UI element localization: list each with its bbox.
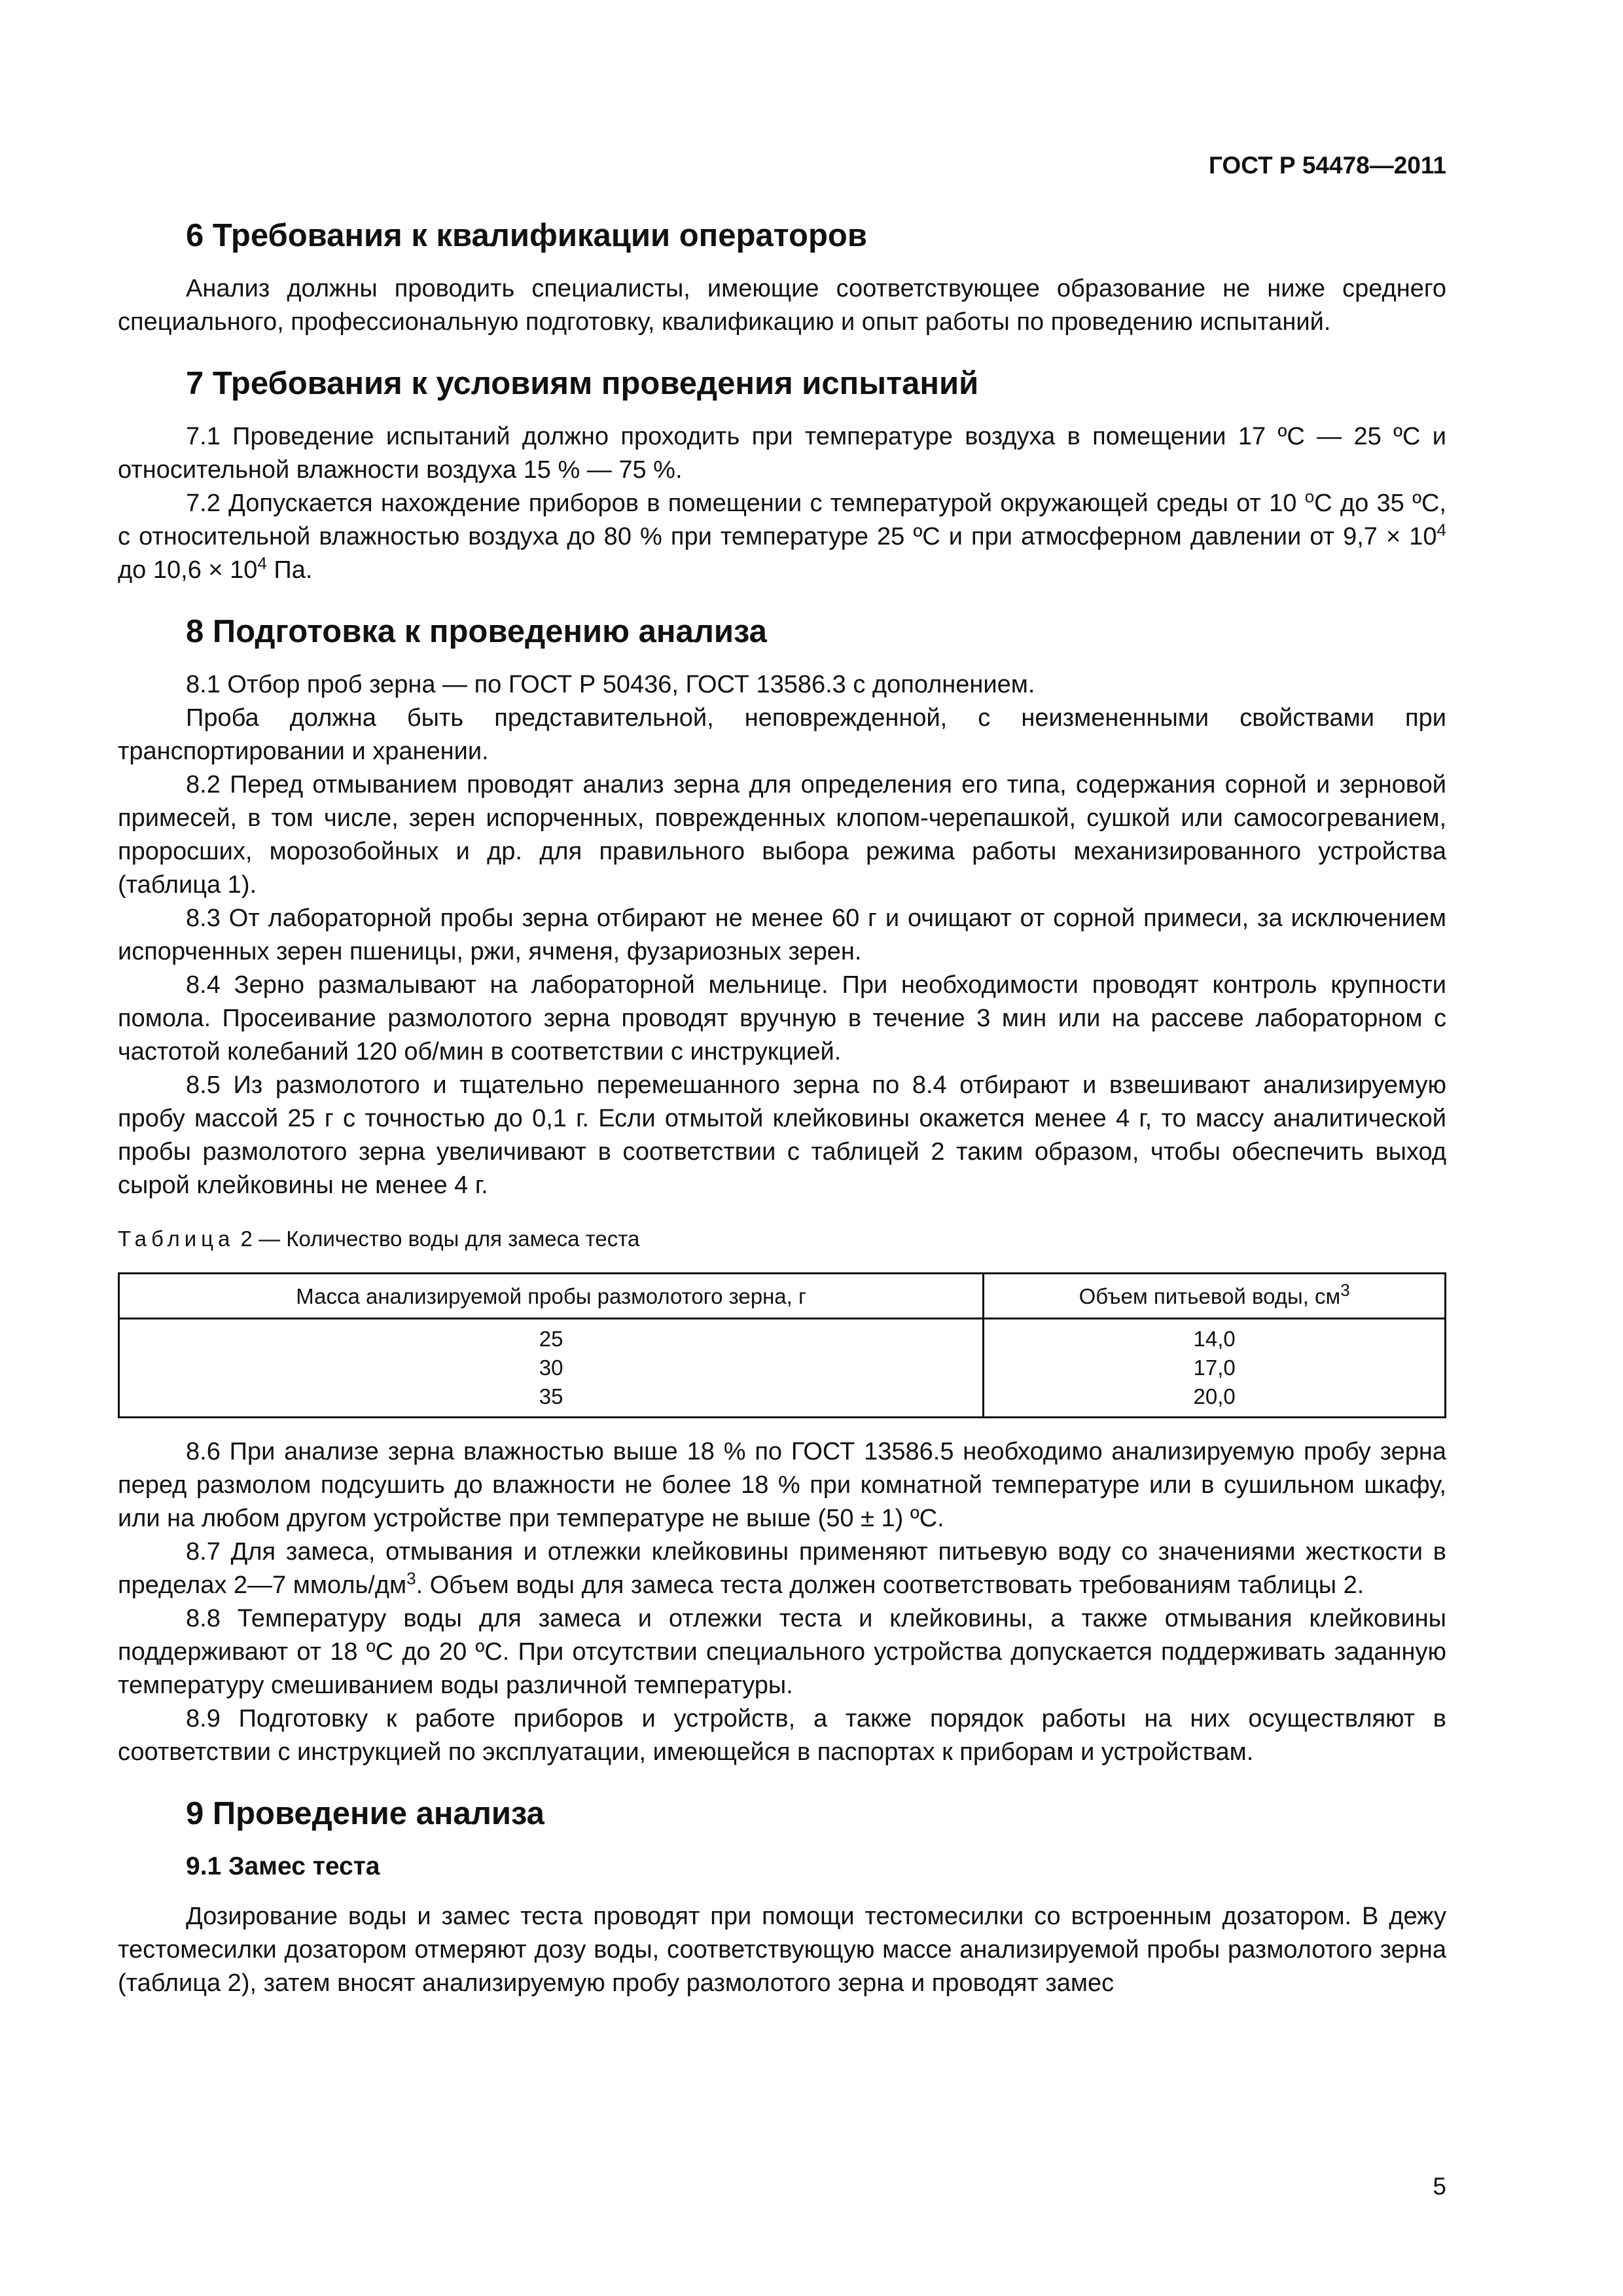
text-run: 7.2 Допускается нахождение приборов в помещении с температурой окружающей среды от 10: [186, 490, 1305, 517]
paragraph-8-9: 8.9 Подготовку к работе приборов и устройств, а также порядок работы на них осуществляют в соответствии с инструкцией по эксплуатации, имеющейся в паспортах к приборам и устройствам.: [118, 1705, 1446, 1766]
spacer: [118, 1883, 1446, 1900]
paragraph-8-6: 8.6 При анализе зерна влажностью выше 18 % по ГОСТ 13586.5 необходимо анализируемую пробу зерна перед размолом подсушить до влажности не более 18 % при комнатной температуре или в сушильном шкафу, или на любом другом устройстве при температуре не выше (50 ± 1) ºС.: [118, 1438, 1446, 1532]
paragraph-8-1-note: Проба должна быть представительной, неповрежденной, с неизмененными свойствами при транспортировании и хранении.: [118, 704, 1446, 765]
spacer: [118, 1769, 1446, 1794]
superscript: 3: [406, 1568, 416, 1588]
paragraph-8-5: 8.5 Из размолотого и тщательно перемешанного зерна по 8.4 отбирают и взвешивают анализируемую пробу массой 25 г с точностью до 0,1 г. Если отмытой клейковины окажется менее 4 г, то массу аналитической пробы размолотого зерна увеличивают в соответствии с таблицей 2 таким образом, чтобы обеспечить выход сырой клейковины не менее 4 г.: [118, 1071, 1446, 1199]
superscript: о: [1304, 486, 1315, 507]
paragraph-7-1: 7.1 Проведение испытаний должно проходить при температуре воздуха в помещении 17 ºС — 25 ºС и относительной влажности воздуха 15 % — 75 %.: [118, 423, 1446, 484]
superscript: 4: [257, 553, 267, 573]
text-run: до 10,6 × 10: [118, 556, 258, 584]
paragraph-7-2: [118, 487, 1446, 587]
table-caption-label: Таблица: [118, 1227, 235, 1251]
superscript: 3: [1340, 1280, 1350, 1300]
table-row: [119, 1354, 1446, 1382]
paragraph-8-3: 8.3 От лабораторной пробы зерна отбирают не менее 60 г и очищают от сорной примеси, за исключением испорченных зерен пшеницы, ржи, ячменя, фузариозных зерен.: [118, 905, 1446, 965]
section-6-paragraph: Анализ должны проводить специалисты, имеющие соответствующее образование не ниже среднего специального, профессиональную подготовку, квалификацию и опыт работы по проведению испытаний.: [118, 275, 1446, 336]
cell-water: 14,0: [984, 1319, 1446, 1354]
text-run: 8.7 Для замеса, отмывания и отлежки клейковины применяют питьевую воду со значениями жесткости в пределах 2—7 ммоль/дм: [118, 1538, 1446, 1599]
section-6-title: 6 Требования к квалификации операторов: [186, 218, 867, 253]
text-run: Па.: [266, 556, 313, 584]
cell-mass: 35: [119, 1382, 984, 1418]
document-header: ГОСТ Р 54478—2011: [1208, 152, 1446, 179]
spacer: [118, 255, 1446, 272]
table-caption-text: 2 — Количество воды для замеса теста: [234, 1227, 640, 1251]
water-quantity-table: [118, 1272, 1446, 1418]
paragraph-8-2: 8.2 Перед отмыванием проводят анализ зерна для определения его типа, содержания сорной и зерновой примесей, в том числе, зерен испорченных, поврежденных клопом-черепашкой, сушкой или самосогреванием, проросших, морозобойных и др. для правильного выбора режима работы механизированного устройства (таблица 1).: [118, 771, 1446, 899]
text-run: . Объем воды для замеса теста должен соответствовать требованиям таблицы 2.: [416, 1571, 1364, 1599]
table-caption: [118, 1222, 1446, 1255]
spacer: [118, 651, 1446, 668]
column-header-mass: Масса анализируемой пробы размолотого зерна, г: [119, 1274, 984, 1319]
column-header-water-label: Объем питьевой воды, см: [1079, 1283, 1341, 1308]
spacer: [118, 587, 1446, 612]
cell-mass: 30: [119, 1354, 984, 1382]
cell-water: 20,0: [984, 1382, 1446, 1418]
paragraph-8-8: 8.8 Температуру воды для замеса и отлежки теста и клейковины, а также отмывания клейковины поддерживают от 18 ºС до 20 ºС. При отсутствии специального устройства допускается поддерживать заданную температуру смешиванием воды различной температуры.: [118, 1605, 1446, 1699]
section-7-title: 7 Требования к условиям проведения испытаний: [186, 366, 979, 401]
cell-water: 17,0: [984, 1354, 1446, 1382]
document-body: [118, 216, 1446, 2000]
text-run: С до 35 ºС, с относительной влажностью воздуха до 80 % при температуре 25 ºС и при атмосферном давлении от 9,7 × 10: [118, 490, 1446, 550]
spacer: [118, 1833, 1446, 1850]
table-row: [119, 1382, 1446, 1418]
paragraph-8-7: [118, 1535, 1446, 1602]
spacer: [118, 339, 1446, 364]
table-row: [119, 1319, 1446, 1354]
paragraph-8-1: 8.1 Отбор проб зерна — по ГОСТ Р 50436, ГОСТ 13586.3 с дополнением.: [186, 671, 1035, 698]
superscript: 4: [1436, 520, 1446, 540]
section-8-title: 8 Подготовка к проведению анализа: [186, 614, 767, 649]
spacer: [118, 403, 1446, 420]
column-header-water: [984, 1274, 1446, 1319]
spacer: [118, 1418, 1446, 1435]
paragraph-8-4: 8.4 Зерно размалывают на лабораторной мельнице. При необходимости проводят контроль крупности помола. Просеивание размолотого зерна проводят вручную в течение 3 мин или на рассеве лабораторном с частотой колебаний 120 об/мин в соответствии с инструкцией.: [118, 971, 1446, 1066]
subsection-9-1-title: 9.1 Замес теста: [186, 1852, 380, 1880]
paragraph-9-1: Дозирование воды и замес теста проводят при помощи тестомесилки со встроенным дозатором. В дежу тестомесилки дозатором отмеряют дозу воды, соответствующую массе анализируемой пробы размолотого зерна (таблица 2), затем вносят анализируемую пробу размолотого зерна и проводят замес: [118, 1903, 1446, 1997]
table-header-row: [119, 1274, 1446, 1319]
section-9-title: 9 Проведение анализа: [186, 1796, 544, 1831]
page-number: 5: [1433, 2173, 1446, 2200]
cell-mass: 25: [119, 1319, 984, 1354]
